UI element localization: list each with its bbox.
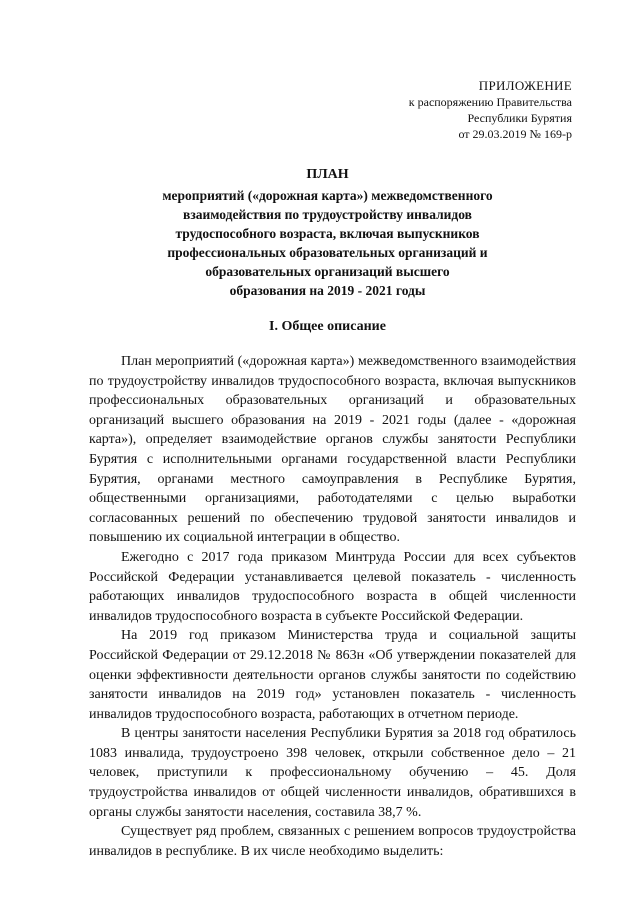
- appendix-line-2: Республики Бурятия: [467, 111, 572, 125]
- section-title: I. Общее описание: [269, 319, 386, 334]
- appendix-line-3: от 29.03.2019 № 169-р: [458, 127, 572, 141]
- title-line-6: образования на 2019 - 2021 годы: [229, 283, 426, 298]
- paragraph-3: На 2019 год приказом Министерства труда и социальной защиты Российской Федерации от 29.12.2018 № 863н «Об утверждении показателей для оценки эффективности деятельности органов службы занятости по содействию занятости инвалидов на 2019 год» установлен показатель - численность инвалидов трудоспособного возраста, работающих в отчетном периоде.: [89, 628, 576, 722]
- title-line-3: трудоспособного возраста, включая выпускников: [175, 226, 480, 241]
- document-title: [70, 165, 585, 300]
- paragraph-5: Существует ряд проблем, связанных с решением вопросов трудоустройства инвалидов в республике. В их числе необходимо выделить:: [89, 824, 576, 859]
- paragraph-2: Ежегодно с 2017 года приказом Минтруда России для всех субъектов Российской Федерации устанавливается целевой показатель - численность работающих инвалидов трудоспособного возраста в общей численности инвалидов трудоспособного возраста в субъекте Российской Федерации.: [89, 549, 576, 624]
- appendix-header: [409, 78, 572, 142]
- title-plan: ПЛАН: [306, 167, 349, 182]
- body-text: [89, 352, 576, 861]
- appendix-heading: ПРИЛОЖЕНИЕ: [478, 78, 572, 93]
- title-line-1: мероприятий («дорожная карта») межведомственного: [162, 188, 493, 203]
- paragraph-4: В центры занятости населения Республики Бурятия за 2018 год обратилось 1083 инвалида, трудоустроено 398 человек, открыли собственное дело – 21 человек, приступили к профессиональному обучению – 45. Доля трудоустройства инвалидов от общей численности инвалидов, обратившихся в органы службы занятости населения, составила 38,7 %.: [89, 726, 576, 820]
- title-line-2: взаимодействия по трудоустройству инвалидов: [183, 207, 472, 222]
- title-line-5: образовательных организаций высшего: [205, 264, 450, 279]
- appendix-line-1: к распоряжению Правительства: [408, 95, 572, 109]
- title-line-4: профессиональных образовательных организаций и: [167, 245, 488, 260]
- paragraph-1: План мероприятий («дорожная карта») межведомственного взаимодействия по трудоустройству инвалидов трудоспособного возраста, включая выпускников профессиональных образовательных организаций и образовательных организаций высшего образования на 2019 - 2021 годы (далее - «дорожная карта»), определяет взаимодействие органов службы занятости Республики Бурятия с исполнительными органами государственной власти Республики Бурятия, органами местного самоуправления в Республике Бурятия, общественными организациями, работодателями с целью выработки согласованных решений по обеспечению трудовой занятости инвалидов и повышению их социальной интеграции в общество.: [89, 354, 576, 546]
